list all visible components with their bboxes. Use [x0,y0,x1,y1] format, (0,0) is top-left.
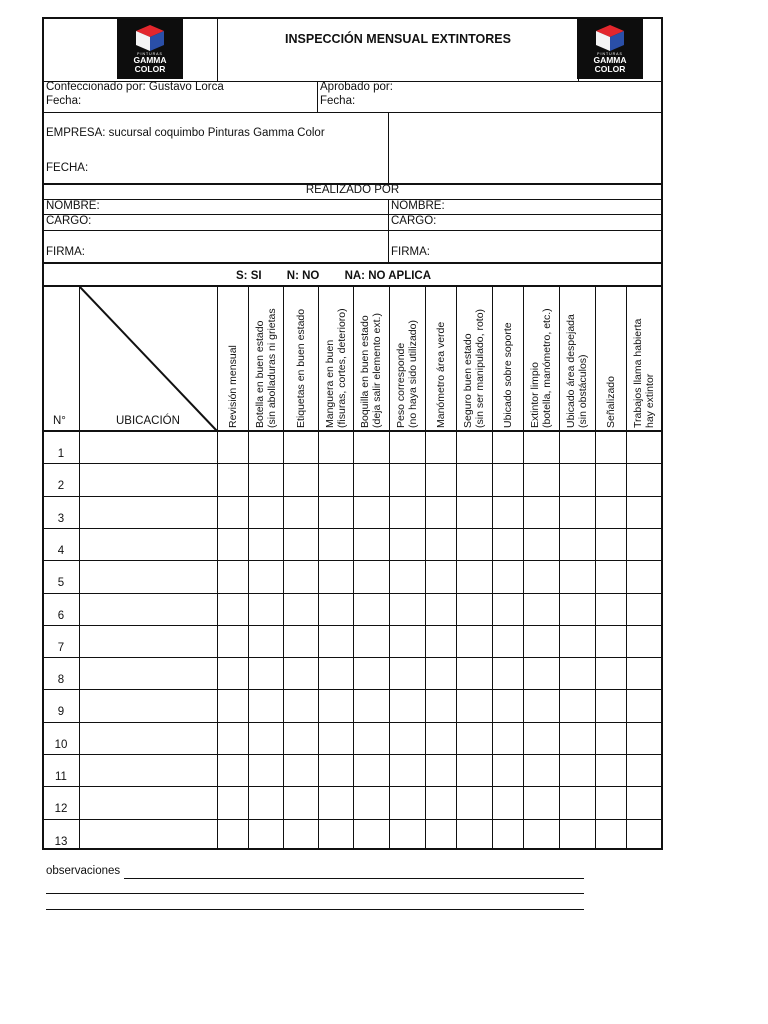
realizado-por-heading: REALIZADO POR [305,184,400,196]
row-number: 3 [57,512,65,525]
row-number: 10 [54,738,68,751]
cube-icon [134,23,166,53]
legend [236,270,453,282]
criteria-header-6 [389,288,425,430]
divider [217,286,218,849]
gamma-color-logo-right [577,19,643,79]
criteria-label: Peso corresponde [395,342,407,428]
row-number: 2 [57,480,65,493]
row-number: 4 [57,544,65,557]
nombre-left: NOMBRE: [46,200,100,212]
criteria-label: Manómetro área verde [434,321,447,428]
table-row [43,689,662,690]
criteria-label: Boquilla en buen estado [359,315,371,428]
divider [626,286,627,849]
table-row [43,657,662,658]
firma-left: FIRMA: [46,246,85,258]
logo-tagline: PINTURAS [137,52,163,56]
criteria-label: (sin abolladuras ni grietas [265,308,278,428]
criteria-header-8 [456,288,492,430]
fecha-label: FECHA: [46,162,89,174]
cargo-right: CARGO: [391,215,437,227]
divider [318,286,319,849]
table-row [43,593,662,594]
table-row [43,786,662,787]
divider [559,286,560,849]
table-row [43,463,662,464]
divider [389,286,390,849]
criteria-label: Botella en buen estado [253,320,266,428]
logo-word-gamma: GAMMA [133,55,167,65]
divider [43,199,662,200]
row-number: 5 [57,577,65,590]
divider [425,286,426,849]
table-row [43,722,662,723]
logo-tagline: PINTURAS [597,52,623,56]
divider [353,286,354,849]
page-title: INSPECCIÓN MENSUAL EXTINTORES [285,32,511,46]
row-number: 8 [57,674,65,687]
criteria-label: Extintor limpio [529,362,541,428]
table-row [43,496,662,497]
criteria-label: (fisuras, cortes, deterioro) [335,308,348,428]
criteria-label: (no haya sido utilizado) [407,320,419,428]
criteria-label: Manguera en buen [323,339,336,428]
divider [317,81,318,112]
table-row [43,754,662,755]
company-name: EMPRESA: sucursal coquimbo Pinturas Gamma Color [46,127,325,139]
header-diagonal [80,287,218,432]
criteria-label: Ubicado sobre soporte [501,322,514,428]
logo-word-color: COLOR [594,64,626,74]
observaciones-label: observaciones [46,865,121,877]
criteria-header-3 [283,288,318,430]
legend-na: NA: NO APLICA [344,270,432,282]
criteria-label: Seguro buen estado [462,333,474,428]
observaciones-line[interactable] [46,893,584,894]
criteria-label: (sin obstáculos) [577,354,589,428]
logo-word-gamma: GAMMA [593,55,627,65]
legend-si: S: SI [236,270,262,282]
divider [43,112,662,113]
divider [79,286,80,849]
divider [43,214,662,215]
criteria-header-4 [318,288,353,430]
criteria-header-10 [523,288,559,430]
prepared-by: Confeccionado por: Gustavo Lorca [46,81,224,93]
location-column-header: UBICACIÓN [116,415,180,427]
divider [595,286,596,849]
divider [283,286,284,849]
divider [43,230,662,231]
criteria-label: Etiquetas en buen estado [294,308,307,428]
divider [248,286,249,849]
criteria-header-9 [492,288,523,430]
legend-no: N: NO [286,270,320,282]
row-number: 7 [57,641,65,654]
criteria-label: (botella, manómetro, etc.) [541,308,553,428]
row-number: 6 [57,609,65,622]
observaciones-line[interactable] [124,878,584,879]
divider [43,262,662,264]
divider [456,286,457,849]
criteria-label: (deja salir elemento ext.) [371,313,383,428]
table-row [43,625,662,626]
criteria-label: Señalizado [604,376,617,428]
row-number: 13 [54,835,68,848]
table-row [43,819,662,820]
row-number: 9 [57,706,65,719]
divider [523,286,524,849]
approved-by: Aprobado por: [320,81,393,93]
criteria-header-12 [595,288,626,430]
observaciones-line[interactable] [46,909,584,910]
criteria-label: hay extintor [644,373,656,428]
divider [492,286,493,849]
nombre-right: NOMBRE: [391,200,445,212]
criteria-header-13 [626,288,662,430]
number-column-header: N° [53,415,66,427]
row-number: 11 [55,771,67,783]
criteria-label: Ubicado área despejada [565,314,577,428]
table-row [43,560,662,561]
header-divider-left [217,18,218,81]
cargo-left: CARGO: [46,215,92,227]
criteria-header-2 [248,288,283,430]
logo-word-color: COLOR [134,64,166,74]
criteria-header-5 [353,288,389,430]
cube-icon [594,23,626,53]
criteria-label: (sin ser manipulado, roto) [474,308,486,428]
criteria-header-7 [425,288,456,430]
divider [388,112,389,184]
criteria-header-11 [559,288,595,430]
criteria-label: Revisión mensual [226,345,239,428]
criteria-header-1 [217,288,248,430]
criteria-label: Trabajos llama habierta [632,318,644,428]
table-row [43,528,662,529]
gamma-color-logo-left [117,19,183,79]
prepared-date: Fecha: [46,95,82,107]
row-number: 1 [57,448,65,460]
row-number: 12 [54,803,68,816]
firma-right: FIRMA: [391,246,430,258]
approved-date: Fecha: [320,95,356,107]
